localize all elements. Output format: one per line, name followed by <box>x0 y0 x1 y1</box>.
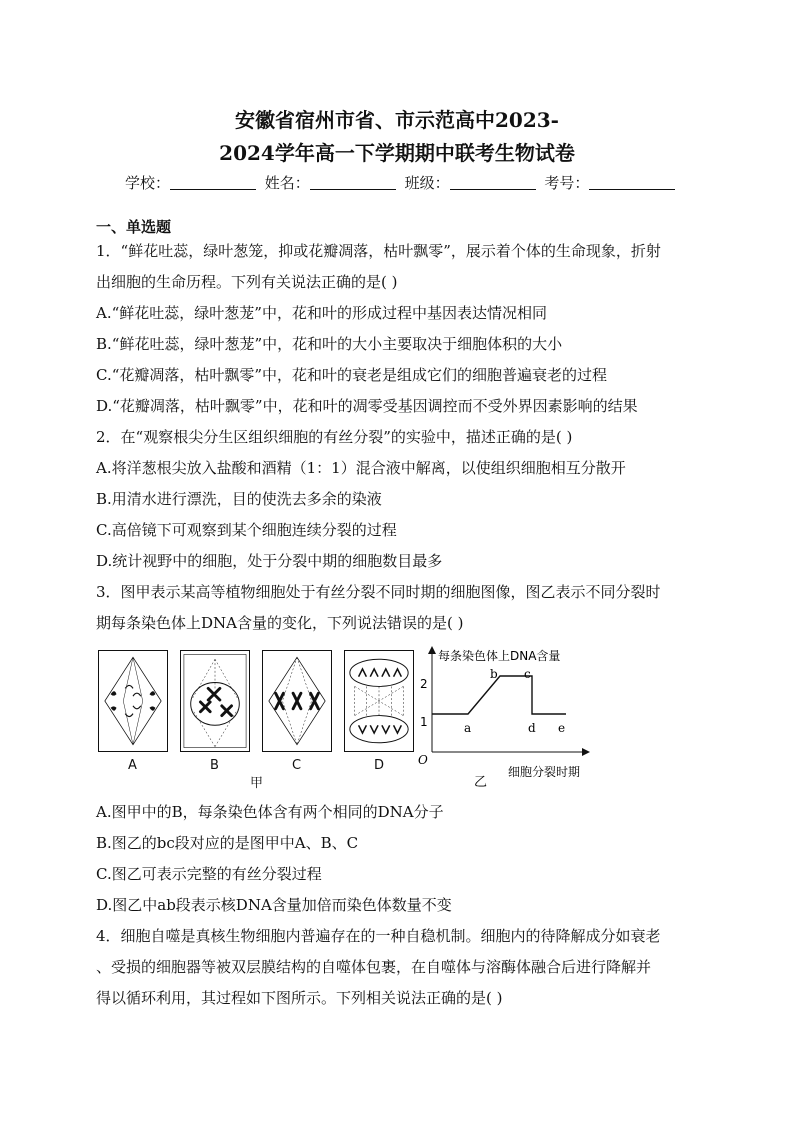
q3-stem-line2: 期每条染色体上DNA含量的变化，下列说法错误的是( ) <box>96 614 464 632</box>
title-line-1: 安徽省宿州市省、市示范高中2023- <box>235 108 559 132</box>
q2-option-d[interactable]: D.统计视野中的细胞，处于分裂中期的细胞数目最多 <box>96 552 443 570</box>
exam-no-blank[interactable] <box>589 175 675 190</box>
q4-line3: 得以循环利用，其过程如下图所示。下列相关说法正确的是( ) <box>96 989 503 1007</box>
cell-image-d <box>344 650 414 752</box>
q2-option-b[interactable]: B.用清水进行漂洗，目的使洗去多余的染液 <box>96 490 382 508</box>
dna-content-line <box>432 676 566 714</box>
q3-option-a[interactable]: A.图甲中的B，每条染色体含有两个相同的DNA分子 <box>96 803 444 821</box>
q1-stem-line1: 1．“鲜花吐蕊，绿叶葱笼，抑或花瓣凋落，枯叶飘零”，展示着个体的生命现象，折射 <box>96 242 661 260</box>
q1-option-d[interactable]: D.“花瓣凋落，枯叶飘零”中，花和叶的凋零受基因调控而不受外界因素影响的结果 <box>96 397 638 415</box>
q1-option-a[interactable]: A.“鲜花吐蕊，绿叶葱茏”中，花和叶的形成过程中基因表达情况相同 <box>96 304 547 322</box>
class-label: 班级： <box>404 174 450 192</box>
q1-option-c[interactable]: C.“花瓣凋落，枯叶飘零”中，花和叶的衰老是组成它们的细胞普遍衰老的过程 <box>96 366 608 384</box>
name-blank[interactable] <box>310 175 396 190</box>
chart-yi <box>412 640 592 790</box>
x-axis-label: 细胞分裂时期 <box>508 765 581 779</box>
class-blank[interactable] <box>450 175 536 190</box>
q4-line2: 、受损的细胞器等被双层膜结构的自噬体包裹，在自噬体与溶酶体融合后进行降解并 <box>96 958 652 976</box>
point-label-b: b <box>490 667 498 681</box>
section-title: 一、单选题 <box>96 218 172 236</box>
chart-caption: 乙 <box>474 775 488 790</box>
cell-label-b: B <box>210 758 219 773</box>
q3-stem-line1: 3．图甲表示某高等植物细胞处于有丝分裂不同时期的细胞图像，图乙表示不同分裂时 <box>96 583 661 601</box>
origin-label: O <box>418 753 428 767</box>
q4-line1: 4．细胞自噬是真核生物细胞内普遍存在的一种自稳机制。细胞内的待降解成分如衰老 <box>96 927 661 945</box>
school-blank[interactable] <box>170 175 256 190</box>
cell-image-a <box>98 650 168 752</box>
q3-option-d[interactable]: D.图乙中ab段表示核DNA含量加倍而染色体数量不变 <box>96 896 452 914</box>
cell-label-a: A <box>128 758 137 773</box>
y-axis-label: 每条染色体上DNA含量 <box>438 649 561 663</box>
name-label: 姓名： <box>264 174 310 192</box>
cell-image-b <box>180 650 250 752</box>
q3-option-c[interactable]: C.图乙可表示完整的有丝分裂过程 <box>96 865 322 883</box>
point-label-d: d <box>528 721 536 735</box>
figure-jia-caption: 甲 <box>250 776 264 791</box>
q2-option-a[interactable]: A.将洋葱根尖放入盐酸和酒精（1：1）混合液中解离，以使组织细胞相互分散开 <box>96 459 626 477</box>
cell-label-d: D <box>374 758 385 773</box>
y-tick-2: 2 <box>420 677 428 691</box>
q1-stem-line2: 出细胞的生命历程。下列有关说法正确的是( ) <box>96 273 398 291</box>
q3-option-b[interactable]: B.图乙的bc段对应的是图甲中A、B、C <box>96 834 359 852</box>
q2-stem: 2．在“观察根尖分生区组织细胞的有丝分裂”的实验中，描述正确的是( ) <box>96 428 573 446</box>
point-label-c: c <box>524 667 531 681</box>
q2-option-c[interactable]: C.高倍镜下可观察到某个细胞连续分裂的过程 <box>96 521 397 539</box>
title-line-2: 2024学年高一下学期期中联考生物试卷 <box>219 141 575 165</box>
y-tick-1: 1 <box>420 715 428 729</box>
q1-option-b[interactable]: B.“鲜花吐蕊，绿叶葱茏”中，花和叶的大小主要取决于细胞体积的大小 <box>96 335 563 353</box>
cell-image-c <box>262 650 332 752</box>
exam-no-label: 考号： <box>544 174 590 192</box>
school-label: 学校： <box>125 174 171 192</box>
x-axis-arrow <box>582 748 590 756</box>
student-info-row <box>125 172 679 193</box>
y-axis-arrow <box>428 646 436 654</box>
point-label-a: a <box>464 721 472 735</box>
point-label-e: e <box>558 721 566 735</box>
cell-label-c: C <box>292 758 302 773</box>
